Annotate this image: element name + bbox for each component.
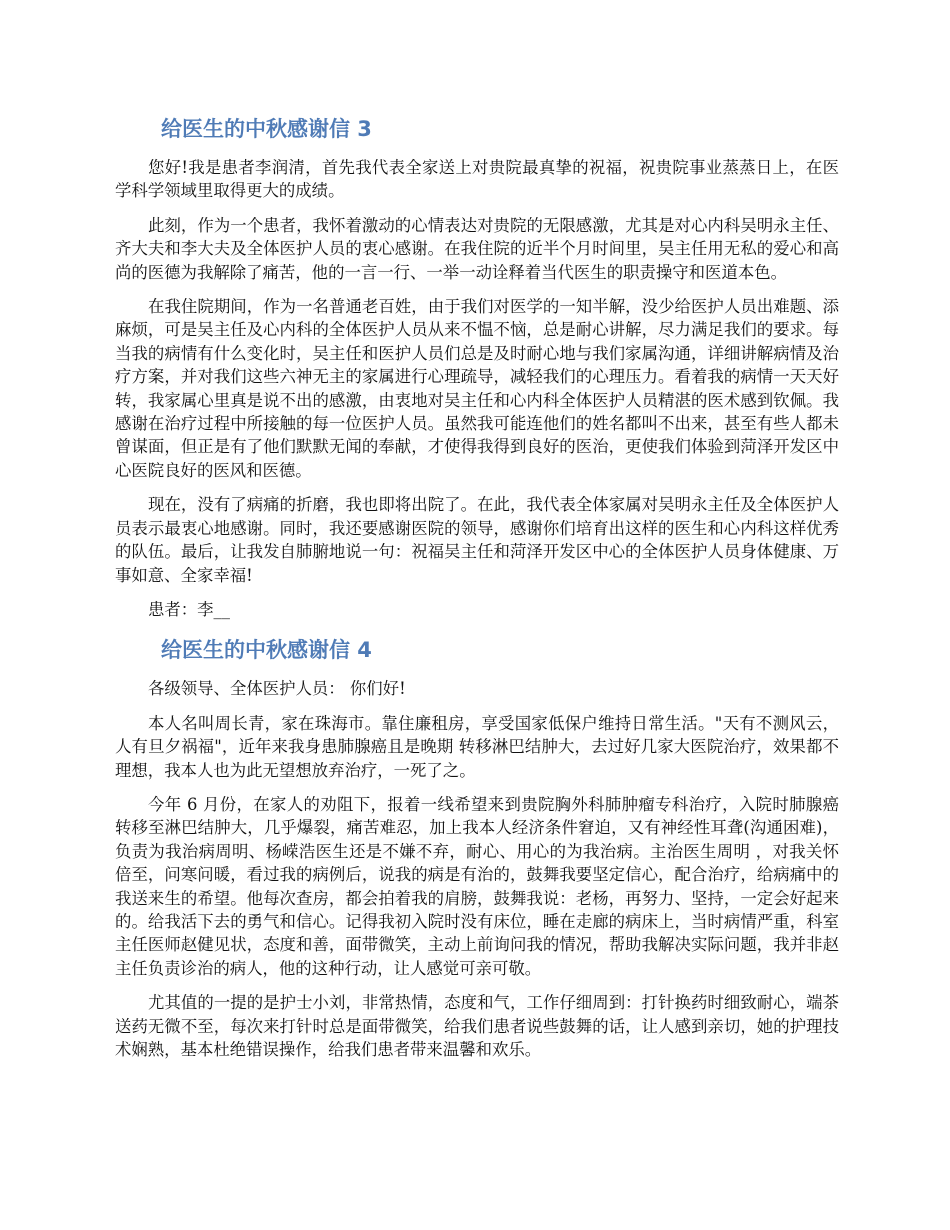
document-page	[115, 100, 839, 1072]
letter3-signature: 患者：李__	[148, 599, 230, 619]
letter3-paragraph-3: 在我住院期间，作为一名普通老百姓，由于我们对医学的一知半解，没少给医护人员出难题、添麻烦，可是吴主任及心内科的全体医护人员从来不愠不恼，总是耐心讲解，尽力满足我们的要求。每当我的病情有什么变化时，吴主任和医护人员们总是及时耐心地与我们家属沟通，详细讲解病情及治疗方案，并对我们这些六神无主的家属进行心理疏导，减轻我们的心理压力。看着我的病情一天天好转，我家属心里真是说不出的感激，由衷地对吴主任和心内科全体医护人员精湛的医术感到钦佩。我感谢在治疗过程中所接触的每一位医护人员。虽然我可能连他们的姓名都叫不出来，甚至有些人都未曾谋面，但正是有了他们默默无闻的奉献，才使得我得到良好的医治，更使我们体验到菏泽开发区中心医院良好的医风和医德。	[115, 297, 839, 480]
letter4-paragraph-3: 今年 6 月份，在家人的劝阻下，报着一线希望来到贵院胸外科肺肿瘤专科治疗，入院时肺腺癌转移至淋巴结肿大，几乎爆裂，痛苦难忍，加上我本人经济条件窘迫，又有神经性耳聋(沟通困难)，负责为我治病周明、杨嵘浩医生还是不嫌不弃，耐心、用心的为我治病。主治医生周明 ，对我关怀倍至，问寒问暖，看过我的病例后，说我的病是有治的，鼓舞我要坚定信心，配合治疗，给病痛中的我送来生的希望。他每次查房，都会拍着我的肩膀，鼓舞我说：老杨，再努力、坚持，一定会好起来的。给我活下去的勇气和信心。记得我初入院时没有床位，睡在走廊的病床上，当时病情严重，科室主任医师赵健见状，态度和善，面带微笑，主动上前询问我的情况，帮助我解决实际问题，我并非赵主任负责诊治的病人，他的这种行动，让人感觉可亲可敬。	[115, 794, 839, 978]
letter3-title: 给医生的中秋感谢信 3	[161, 117, 372, 141]
letter3-paragraph-1: 您好!我是患者李润清，首先我代表全家送上对贵院最真挚的祝福，祝贵院事业蒸蒸日上，在医学科学领域里取得更大的成绩。	[115, 158, 839, 201]
letter3-paragraph-2: 此刻，作为一个患者，我怀着激动的心情表达对贵院的无限感激，尤其是对心内科吴明永主任、齐大夫和李大夫及全体医护人员的衷心感谢。在我住院的近半个月时间里，吴主任用无私的爱心和高尚的医德为我解除了痛苦，他的一言一行、一举一动诠释着当代医生的职责操守和医道本色。	[115, 215, 839, 282]
letter3-paragraph-4: 现在，没有了病痛的折磨，我也即将出院了。在此，我代表全体家属对吴明永主任及全体医护人员表示最衷心地感谢。同时，我还要感谢医院的领导，感谢你们培育出这样的医生和心内科这样优秀的队伍。最后，让我发自肺腑地说一句：祝福吴主任和菏泽开发区中心的全体医护人员身体健康、万事如意、全家幸福!	[115, 495, 839, 585]
letter4-paragraph-4: 尤其值的一提的是护士小刘，非常热情，态度和气，工作仔细周到：打针换药时细致耐心，端茶送药无微不至，每次来打针时总是面带微笑，给我们患者说些鼓舞的话，让人感到亲切，她的护理技术娴熟，基本杜绝错误操作，给我们患者带来温馨和欢乐。	[115, 993, 839, 1059]
letter4-title: 给医生的中秋感谢信 4	[161, 638, 372, 663]
letter4-paragraph-1: 各级领导、全体医护人员： 你们好!	[148, 679, 406, 699]
letter4-paragraph-2: 本人名叫周长青，家在珠海市。靠住廉租房，享受国家低保户维持日常生活。"天有不测风云，人有旦夕祸福"，近年来我身患肺腺癌且是晚期 转移淋巴结肿大，去过好几家大医院治疗，效果都不理想，我本人也为此无望想放弃治疗，一死了之。	[115, 713, 839, 780]
